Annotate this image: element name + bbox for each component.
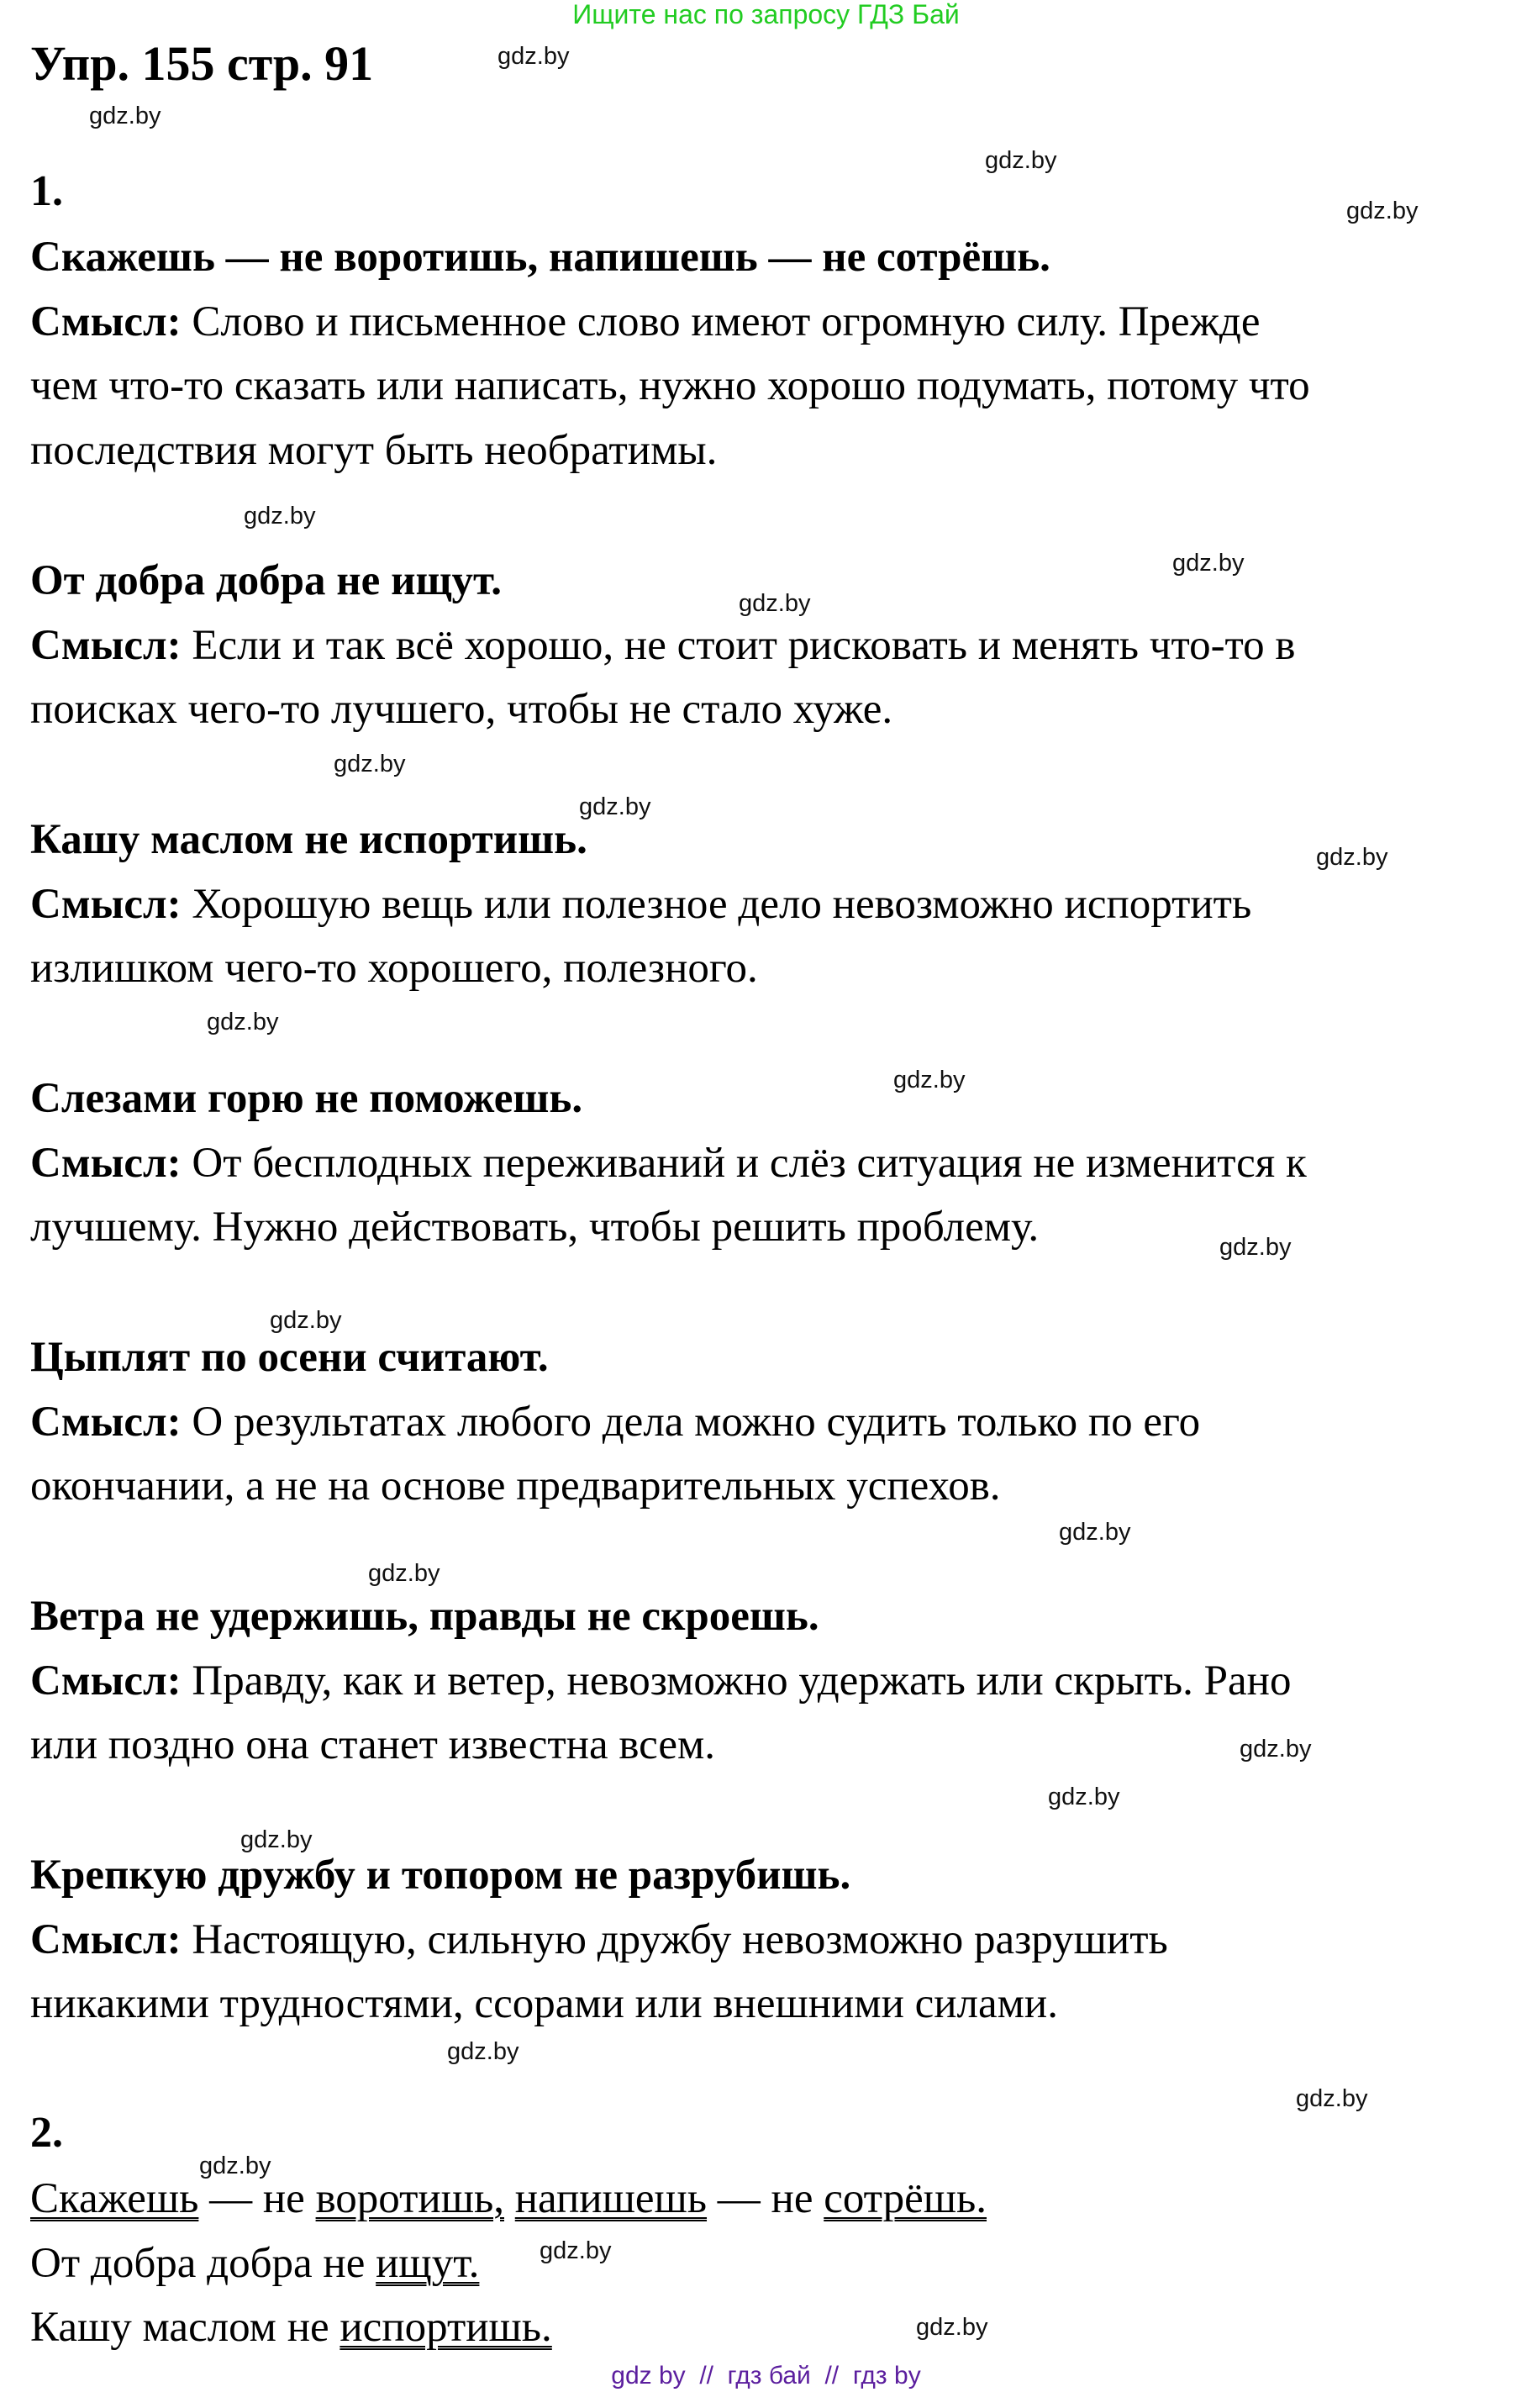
meaning-text: последствия могут быть необратимы. [30,426,718,474]
section-2-number: 2. [30,2109,63,2157]
parsed-sentence [30,2167,987,2231]
meaning-text: Настоящую, сильную дружбу невозможно разрушить [192,1915,1168,1963]
watermark: gdz.by [1316,844,1388,871]
meaning-text: Хорошую вещь или полезное дело невозможно испортить [192,880,1252,928]
proverb-text: Кашу маслом не испортишь. [30,816,587,863]
sentence-text: Кашу маслом не [30,2304,340,2351]
proverb-item [30,1325,1200,1519]
watermark: gdz.by [207,1009,279,1035]
meaning-line [30,1195,1307,1260]
meaning-line [30,419,1310,483]
page-title: Упр. 155 стр. 91 [30,36,374,91]
proverb-text: От добра добра не ищут. [30,557,502,604]
meaning-line [30,936,1251,1001]
watermark: gdz.by [916,2314,988,2341]
sentence-text: — не [198,2175,316,2222]
underlined-predicate: ищут. [376,2240,480,2287]
watermark: gdz.by [199,2152,271,2179]
meaning-text: Правду, как и ветер, невозможно удержать или скрыть. Рано [192,1657,1292,1705]
watermark: gdz.by [1059,1519,1131,1546]
meaning-label: Смысл: [30,1915,182,1963]
meaning-line [30,1649,1291,1714]
watermark: gdz.by [1296,2085,1368,2112]
proverb-text: Скажешь — не воротишь, напишешь — не сотрёшь. [30,234,1050,281]
meaning-line [30,1390,1200,1455]
meaning-text: никакими трудностями, ссорами или внешними силами. [30,1980,1058,2028]
sentence-text: От добра добра не [30,2240,376,2287]
proverb-item [30,1584,1291,1778]
meaning-line [30,1713,1291,1778]
proverb-text: Ветра не удержишь, правды не скроешь. [30,1593,819,1640]
watermark: gdz.by [893,1067,966,1093]
watermark: gdz.by [1048,1784,1120,1810]
watermark: gdz.by [1346,198,1419,224]
underlined-predicate: воротишь, [315,2175,504,2222]
watermark: gdz.by [334,751,406,777]
meaning-text: или поздно она станет известна всем. [30,1721,716,1769]
meaning-line [30,290,1310,355]
meaning-line [30,1972,1168,2037]
meaning-text: Слово и письменное слово имеют огромную силу. Прежде [192,298,1261,345]
meaning-line [30,677,1296,742]
underlined-predicate: Скажешь [30,2175,199,2222]
watermark: gdz.by [270,1307,342,1334]
meaning-text: поисках чего-то лучшего, чтобы не стало хуже. [30,686,893,734]
meaning-line [30,1131,1307,1196]
meaning-line [30,1908,1168,1973]
proverb-item [30,549,1296,742]
watermark: gdz.by [540,2237,612,2264]
meaning-line [30,872,1251,937]
proverb-item [30,1067,1307,1260]
watermark: gdz.by [579,793,651,820]
underlined-predicate: испортишь. [340,2304,552,2351]
meaning-label: Смысл: [30,880,182,928]
meaning-text: чем что-то сказать или написать, нужно хорошо подумать, потому что [30,362,1310,410]
proverb-item [30,225,1310,482]
sentence-text: — не [707,2175,824,2222]
meaning-label: Смысл: [30,1139,182,1187]
watermark: gdz.by [89,103,161,129]
watermark: gdz.by [240,1826,313,1853]
section-1-number: 1. [30,167,63,215]
meaning-text: Если и так всё хорошо, не стоит рисковать и менять что-то в [192,621,1296,669]
meaning-label: Смысл: [30,298,182,345]
meaning-line [30,614,1296,678]
meaning-label: Смысл: [30,1657,182,1705]
meaning-label: Смысл: [30,621,182,669]
watermark: gdz.by [985,147,1057,174]
proverb-item [30,1843,1168,2037]
meaning-line [30,1454,1200,1519]
parsed-sentence [30,2295,552,2360]
watermark: gdz.by [447,2038,519,2065]
meaning-text: О результатах любого дела можно судить только по его [192,1398,1201,1446]
meaning-line [30,354,1310,419]
meaning-label: Смысл: [30,1398,182,1446]
parsed-sentence [30,2231,479,2296]
search-hint-banner: Ищите нас по запросу ГДЗ Бай [572,0,960,29]
watermark: gdz.by [244,503,316,530]
watermark: gdz.by [1172,550,1245,577]
sentence-text [504,2175,515,2222]
proverb-text: Слезами горю не поможешь. [30,1075,583,1122]
watermark: gdz.by [498,43,570,70]
underlined-predicate: сотрёшь. [824,2175,987,2222]
meaning-text: излишком чего-то хорошего, полезного. [30,945,758,993]
watermark: gdz.by [739,590,811,617]
proverb-text: Цыплят по осени считают. [30,1334,549,1381]
meaning-text: окончании, а не на основе предварительных успехов. [30,1462,1001,1510]
watermark: gdz.by [1219,1234,1292,1261]
proverb-text: Крепкую дружбу и топором не разрубишь. [30,1852,851,1899]
footer-watermark: gdz by // гдз бай // гдз by [611,2362,921,2390]
meaning-text: От бесплодных переживаний и слёз ситуация не изменится к [192,1139,1307,1187]
proverb-item [30,808,1251,1001]
watermark: gdz.by [368,1560,440,1587]
underlined-predicate: напишешь [514,2175,708,2222]
watermark: gdz.by [1240,1736,1312,1763]
meaning-text: лучшему. Нужно действовать, чтобы решить проблему. [30,1204,1040,1251]
